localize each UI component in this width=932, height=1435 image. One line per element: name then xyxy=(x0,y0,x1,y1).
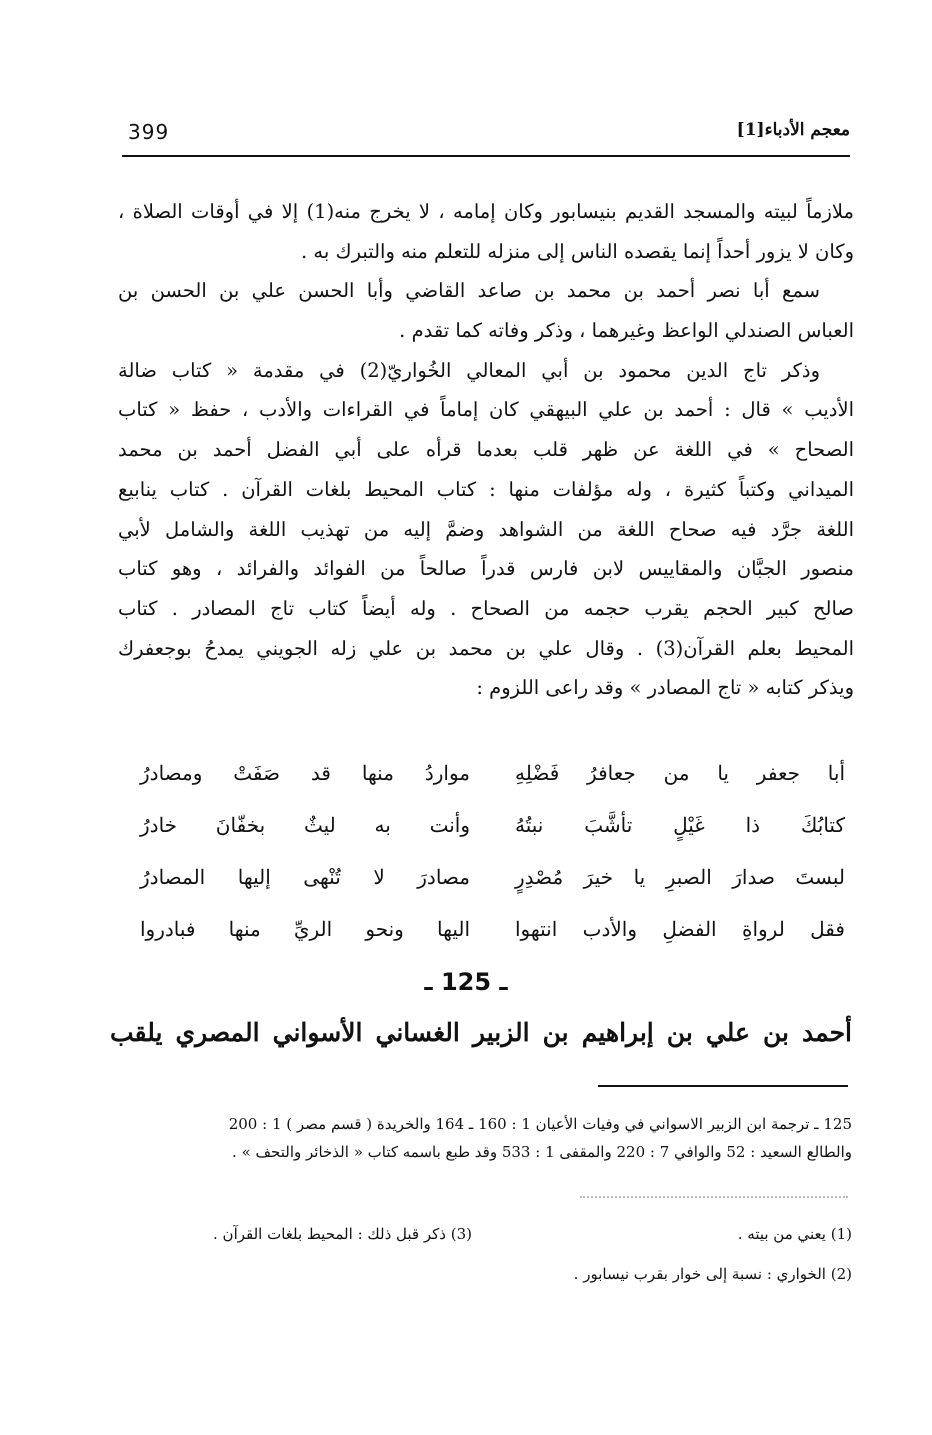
body-line: ويذكر كتابه « تاج المصادر » وقد راعى اللزوم : xyxy=(476,676,854,700)
verse-row xyxy=(140,750,845,802)
footnote-1: (1) يعني من بيته . xyxy=(737,1225,852,1243)
body-line: ملازماً لبيته والمسجد القديم بنيسابور وكان إمامه ، لا يخرج منه(1) إلا في أوقات الصلاة ، xyxy=(118,200,854,223)
footnotes xyxy=(140,1222,852,1292)
page-header xyxy=(122,120,850,154)
verse-first-hemistich: فقل لرواةِ الفضلِ والأدب انتهوا xyxy=(515,917,845,941)
body-line: وكان لا يزور أحداً إنما يقصده الناس إلى منزله للتعلم منه والتبرك به . xyxy=(301,239,854,263)
entry-title: أحمد بن علي بن إبراهيم بن الزبير الغساني الأسواني المصري يلقب xyxy=(110,1018,852,1047)
entry-number: ـ 125 ـ xyxy=(424,968,508,996)
verse-first-hemistich: لبستَ صدارَ الصبرِ يا خيرَ مُصْدِرٍ xyxy=(515,865,845,889)
verse-second-hemistich: وأنت به ليثٌ بخفّانَ خادرُ xyxy=(140,813,470,837)
body-text xyxy=(118,192,854,708)
body-line: المحيط بعلم القرآن(3) . وقال علي بن محمد بن علي زله الجويني يمدحُ بوجعفرك xyxy=(118,636,854,660)
verse-second-hemistich: مواردُ منها قد صَفَتْ ومصادرُ xyxy=(140,761,470,785)
poem xyxy=(140,750,845,958)
verse-first-hemistich: أبا جعفر يا من جعافرُ فَضْلِهِ xyxy=(515,761,845,785)
verse-row xyxy=(140,802,845,854)
body-line: وذكر تاج الدين محمود بن أبي المعالي الخُواريّ(2) في مقدمة « كتاب ضالة xyxy=(118,358,820,382)
verse-second-hemistich: مصادرَ لا تُنْهى إليها المصادرُ xyxy=(140,865,470,889)
verse-first-hemistich: كتابُكَ ذا غَيْلٍ تأشَّبَ نبتُهُ xyxy=(515,813,845,837)
footnote-3: (3) ذكر قبل ذلك : المحيط بلغات القرآن . xyxy=(213,1225,472,1243)
body-line: الصحاح » في اللغة عن ظهر قلب بعدما قرأه على أبي الفضل أحمد بن محمد xyxy=(118,438,854,462)
biography-note-line: والطالع السعيد : 52 والوافي 7 : 220 والمقفى 1 : 533 وقد طبع باسمه كتاب « الذخائر والتحف » . xyxy=(232,1143,852,1161)
footnote-rule xyxy=(598,1085,848,1087)
header-rule xyxy=(122,155,850,157)
body-line: اللغة جرَّد فيه صحاح اللغة من الشواهد وضمَّ إليه من تهذيب اللغة والشامل لأبي xyxy=(118,517,854,541)
dotted-divider xyxy=(580,1196,848,1198)
body-line: الميداني وكتباً كثيرة ، وله مؤلفات منها : كتاب المحيط بلغات القرآن . كتاب ينابيع xyxy=(118,477,854,501)
verse-row xyxy=(140,906,845,958)
body-line: سمع أبا نصر أحمد بن محمد بن صاعد القاضي وأبا الحسن علي بن الحسن بن xyxy=(118,279,820,303)
verse-second-hemistich: اليها ونحو الريِّ منها فبادروا xyxy=(140,917,470,941)
body-line: الأديب » قال : أحمد بن علي البيهقي كان إماماً في القراءات والأدب ، حفظ « كتاب xyxy=(118,398,854,422)
footnote-2: (2) الخواري : نسبة إلى خوار بقرب نيسابور . xyxy=(573,1265,852,1283)
running-title: معجم الأدباء[1] xyxy=(736,120,850,140)
biography-note-line: 125 ـ ترجمة ابن الزبير الاسواني في وفيات الأعيان 1 : 160 ـ 164 والخريدة ( قسم مصر ) 1 : 200 xyxy=(228,1115,852,1133)
page-number: 399 xyxy=(128,120,170,144)
body-line: صالح كبير الحجم يقرب حجمه من الصحاح . وله أيضاً كتاب تاج المصادر . كتاب xyxy=(118,596,854,620)
body-line: العباس الصندلي الواعظ وغيرهما ، وذكر وفاته كما تقدم . xyxy=(399,319,854,343)
biography-notes xyxy=(112,1110,852,1166)
body-line: منصور الجبَّان والمقاييس لابن فارس قدراً صالحاً من الفوائد والفرائد ، وهو كتاب xyxy=(118,557,854,581)
verse-row xyxy=(140,854,845,906)
